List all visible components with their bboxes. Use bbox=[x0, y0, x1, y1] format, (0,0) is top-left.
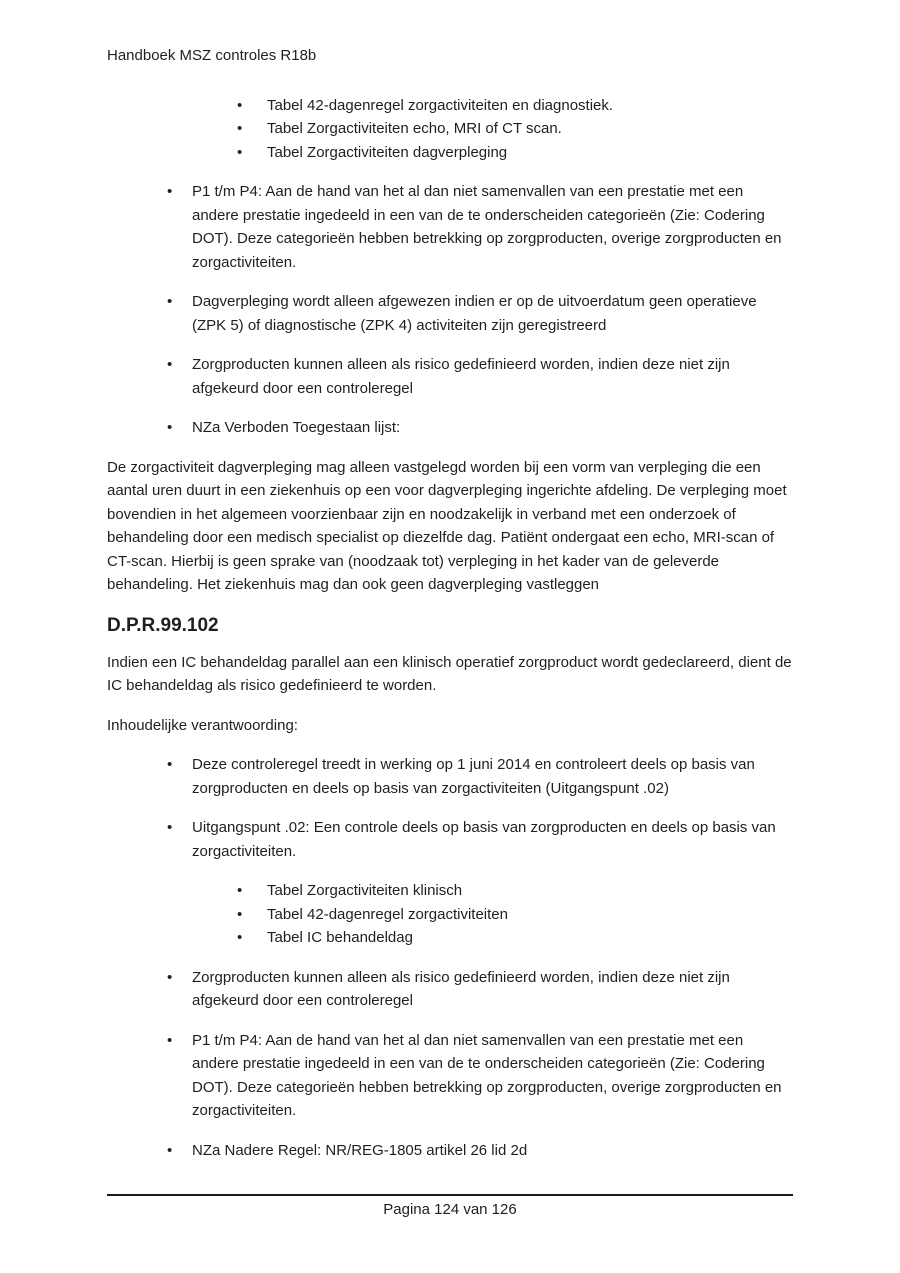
bullet-marker-icon: • bbox=[167, 293, 173, 310]
list-item-text: Tabel 42-dagenregel zorgactiviteiten bbox=[267, 905, 508, 923]
bullet-marker-icon: • bbox=[167, 356, 173, 373]
bullet-marker-icon: • bbox=[167, 819, 173, 836]
bullet-marker-icon: • bbox=[167, 183, 173, 200]
list-item bbox=[107, 117, 793, 141]
list-item bbox=[107, 416, 793, 440]
bullet-marker-icon: • bbox=[237, 905, 243, 923]
list-item-text: P1 t/m P4: Aan de hand van het al dan niet samenvallen van een prestatie met een andere prestatie ingedeeld in een van de te onderscheiden categorieën (Zie: Codering DOT). Deze categorieën hebben betrekking op zorgproducten, overige zorgproducten en zorgactiviteiten. bbox=[192, 183, 782, 271]
bullet-marker-icon: • bbox=[237, 96, 243, 114]
list-item-text: Dagverpleging wordt alleen afgewezen indien er op de uitvoerdatum geen operatieve (ZPK 5) of diagnostische (ZPK 4) activiteiten zijn geregistreerd bbox=[192, 293, 757, 334]
bullet-list-top bbox=[107, 180, 793, 440]
list-item bbox=[107, 141, 793, 165]
bullet-list-mid bbox=[107, 753, 793, 863]
list-item-text: Deze controleregel treedt in werking op 1 juni 2014 en controleert deels op basis van zorgproducten en deels op basis van zorgactiviteiten (Uitgangspunt .02) bbox=[192, 756, 755, 797]
list-item-text: Tabel Zorgactiviteiten klinisch bbox=[267, 882, 463, 899]
list-item-text: Zorgproducten kunnen alleen als risico gedefinieerd worden, indien deze niet zijn afgekeurd door een controleregel bbox=[192, 968, 730, 1009]
list-item-text: Tabel Zorgactiviteiten echo, MRI of CT scan. bbox=[267, 120, 562, 137]
list-item-text: Tabel Zorgactiviteiten dagverpleging bbox=[267, 143, 508, 161]
bullet-marker-icon: • bbox=[167, 1031, 173, 1049]
paragraph-dagverpleging: De zorgactiviteit dagverpleging mag alleen vastgelegd worden bij een vorm van verpleging die een aantal uren duurt in een ziekenhuis op een voor dagverpleging ingerichte afdeling. De verpleging moet bovendien in het algemeen voorzienbaar zijn en noodzakelijk in verband met een onderzoek of behandeling door een medisch specialist op diezelfde dag. Patiënt ondergaat een echo, MRI-scan of CT-scan. Hierbij is geen sprake van (noodzaak tot) verpleging in het kader van de geleverde behandeling. Het ziekenhuis mag dan ook geen dagverpleging vastleggen bbox=[107, 458, 787, 593]
list-item bbox=[107, 353, 793, 400]
list-item-text: Zorgproducten kunnen alleen als risico gedefinieerd worden, indien deze niet zijn afgekeurd door een controleregel bbox=[192, 356, 730, 397]
bullet-marker-icon: • bbox=[167, 1141, 173, 1159]
list-item bbox=[107, 816, 793, 863]
footer-page-number: Pagina 124 van 126 bbox=[383, 1201, 517, 1218]
bullet-marker-icon: • bbox=[237, 882, 243, 899]
section-heading-dpr: D.P.R.99.102 bbox=[107, 614, 219, 636]
list-item bbox=[107, 290, 793, 337]
list-item bbox=[107, 879, 793, 903]
bullet-marker-icon: • bbox=[167, 968, 173, 986]
list-item bbox=[107, 1139, 793, 1163]
bullet-marker-icon: • bbox=[237, 143, 243, 161]
list-item-text: Uitgangspunt .02: Een controle deels op basis van zorgproducten en deels op basis van zorgactiviteiten. bbox=[192, 819, 776, 860]
bullet-marker-icon: • bbox=[237, 929, 243, 946]
list-item-text: NZa Nadere Regel: NR/REG-1805 artikel 26 lid 2d bbox=[192, 1141, 528, 1159]
list-item-text: NZa Verboden Toegestaan lijst: bbox=[192, 419, 401, 436]
list-item-text: Tabel IC behandeldag bbox=[267, 929, 413, 946]
bullet-marker-icon: • bbox=[167, 756, 173, 773]
tabel-list-bottom bbox=[107, 879, 793, 950]
list-item bbox=[107, 903, 793, 927]
list-item bbox=[107, 1029, 793, 1123]
list-item-text: P1 t/m P4: Aan de hand van het al dan niet samenvallen van een prestatie met een andere prestatie ingedeeld in een van de te onderscheiden categorieën (Zie: Codering DOT). Deze categorieën hebben betrekking op zorgproducten, overige zorgproducten en zorgactiviteiten. bbox=[192, 1031, 782, 1119]
list-item bbox=[107, 94, 793, 118]
bullet-marker-icon: • bbox=[167, 419, 173, 436]
label-inhoudelijke-verantwoording: Inhoudelijke verantwoording: bbox=[107, 716, 298, 734]
paragraph-dpr-intro: Indien een IC behandeldag parallel aan een klinisch operatief zorgproduct wordt gedeclareerd, dient de IC behandeldag als risico gedefinieerd te worden. bbox=[107, 653, 792, 694]
page-footer bbox=[107, 1194, 793, 1222]
tabel-list-top bbox=[107, 94, 793, 165]
list-item-text: Tabel 42-dagenregel zorgactiviteiten en diagnostiek. bbox=[267, 96, 614, 114]
list-item bbox=[107, 180, 793, 274]
bullet-list-bottom bbox=[107, 966, 793, 1163]
bullet-marker-icon: • bbox=[237, 120, 243, 137]
list-item bbox=[107, 926, 793, 950]
list-item bbox=[107, 753, 793, 800]
page-header-title: Handboek MSZ controles R18b bbox=[107, 47, 317, 64]
list-item bbox=[107, 966, 793, 1013]
